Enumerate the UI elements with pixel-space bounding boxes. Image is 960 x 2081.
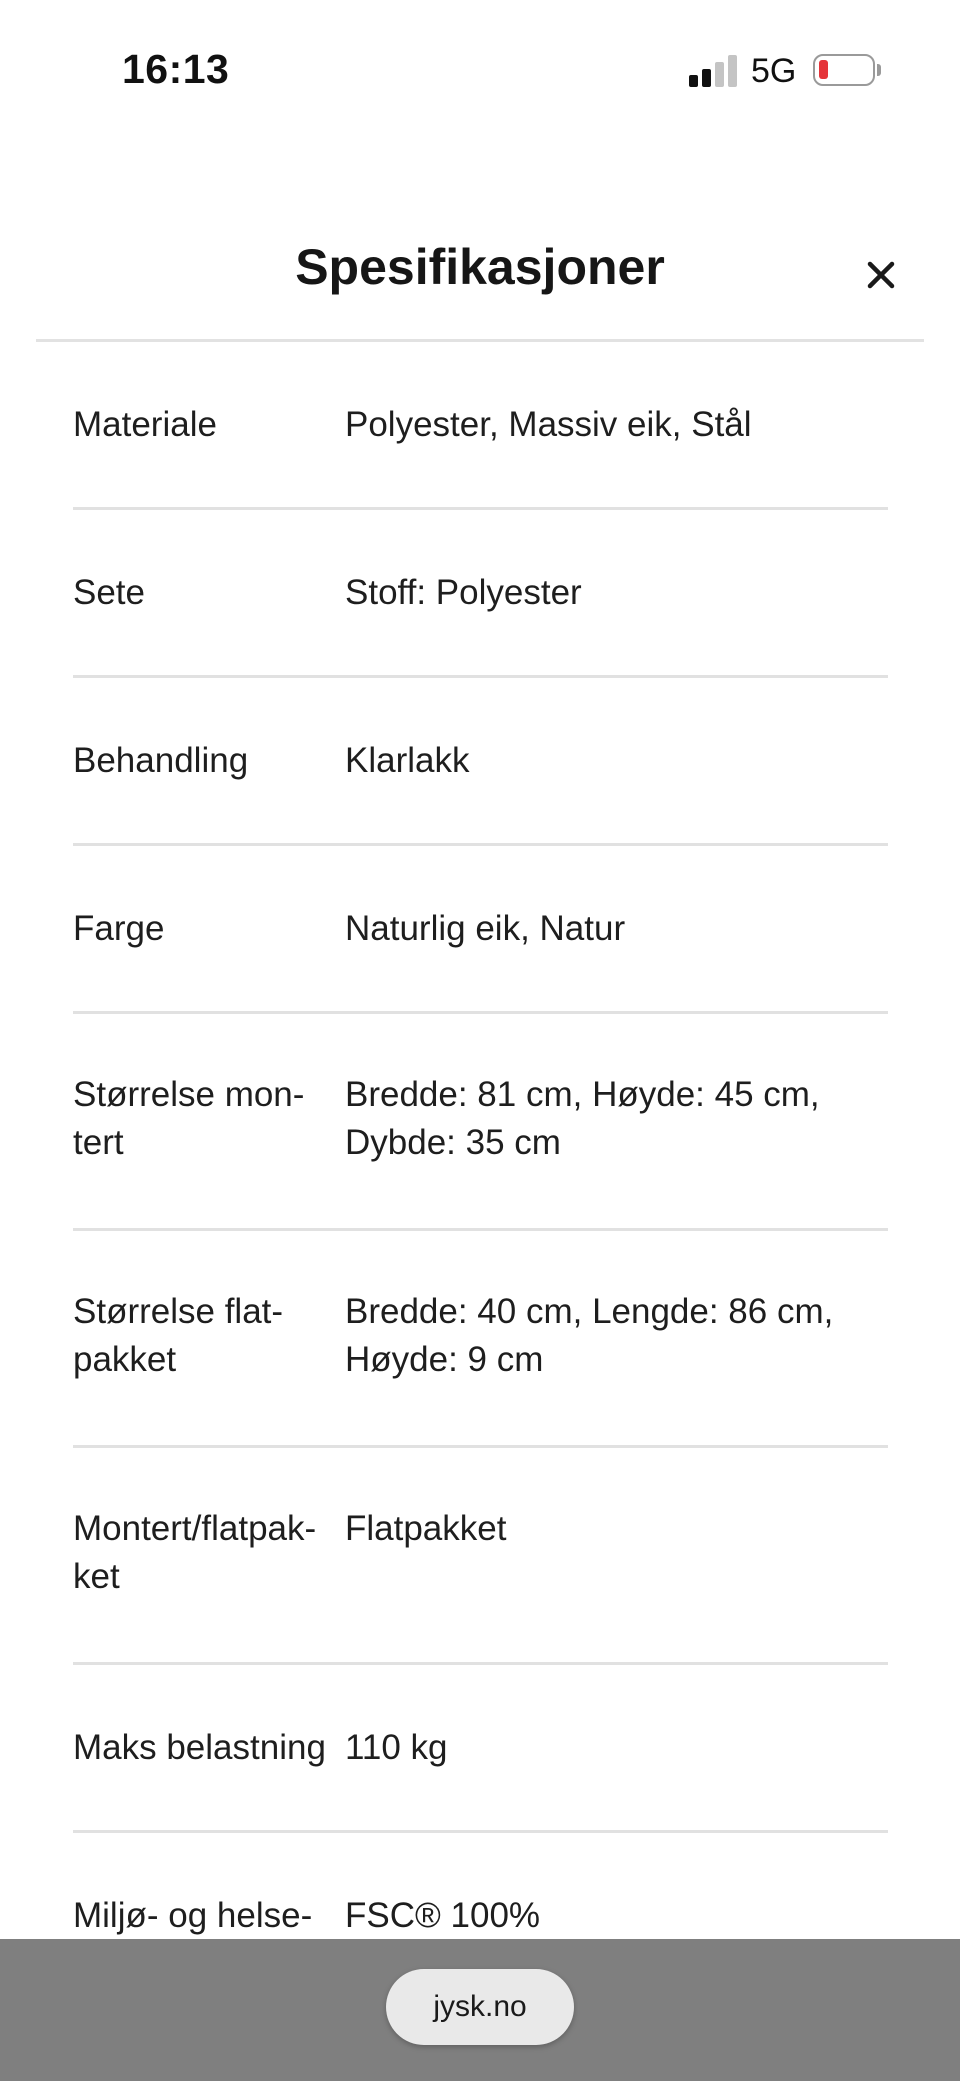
spec-label: Farge	[73, 909, 165, 948]
spec-row-storrelse-flatpakket	[73, 1231, 888, 1448]
spec-row-materiale	[73, 342, 888, 510]
browser-bottom-bar	[0, 1939, 960, 2081]
spec-row-maks-belastning	[73, 1665, 888, 1833]
spec-value: Bredde: 81 cm, Høyde: 45 cm, Dybde: 35 cm	[345, 1075, 820, 1162]
specifications-table	[73, 342, 888, 2033]
spec-value: Polyester, Massiv eik, Stål	[345, 405, 752, 444]
battery-cap	[877, 64, 881, 76]
battery-level	[819, 60, 828, 79]
close-icon	[866, 260, 896, 290]
spec-label: Maks belastning	[73, 1728, 326, 1767]
spec-value: FSC® 100%	[345, 1896, 541, 1935]
close-button[interactable]	[858, 252, 904, 298]
spec-row-behandling	[73, 678, 888, 846]
battery-icon	[813, 54, 875, 86]
spec-value: Klarlakk	[345, 741, 470, 780]
network-type: 5G	[751, 52, 797, 90]
modal-title: Spesifikasjoner	[295, 239, 665, 295]
spec-label: Sete	[73, 573, 145, 612]
spec-value: Flatpakket	[345, 1509, 507, 1548]
spec-row-storrelse-montert	[73, 1014, 888, 1231]
spec-label: Størrelse mon- tert	[73, 1075, 305, 1162]
spec-label: Miljø- og helse-	[73, 1896, 313, 1935]
spec-value: Bredde: 40 cm, Lengde: 86 cm, Høyde: 9 cm	[345, 1292, 834, 1379]
spec-value: 110 kg	[345, 1728, 448, 1767]
spec-label: Behandling	[73, 741, 249, 780]
spec-label: Størrelse flat- pakket	[73, 1292, 284, 1379]
spec-row-sete	[73, 510, 888, 678]
spec-label: Materiale	[73, 405, 217, 444]
status-time: 16:13	[122, 46, 230, 92]
signal-strength-icon	[689, 55, 737, 87]
spec-row-montert-flatpakket	[73, 1448, 888, 1665]
status-bar	[0, 0, 960, 140]
url-address-pill[interactable]: jysk.no	[386, 1969, 574, 2045]
spec-row-farge	[73, 846, 888, 1014]
spec-value: Naturlig eik, Natur	[345, 909, 626, 948]
spec-label: Montert/flatpak- ket	[73, 1509, 317, 1596]
spec-value: Stoff: Polyester	[345, 573, 582, 612]
